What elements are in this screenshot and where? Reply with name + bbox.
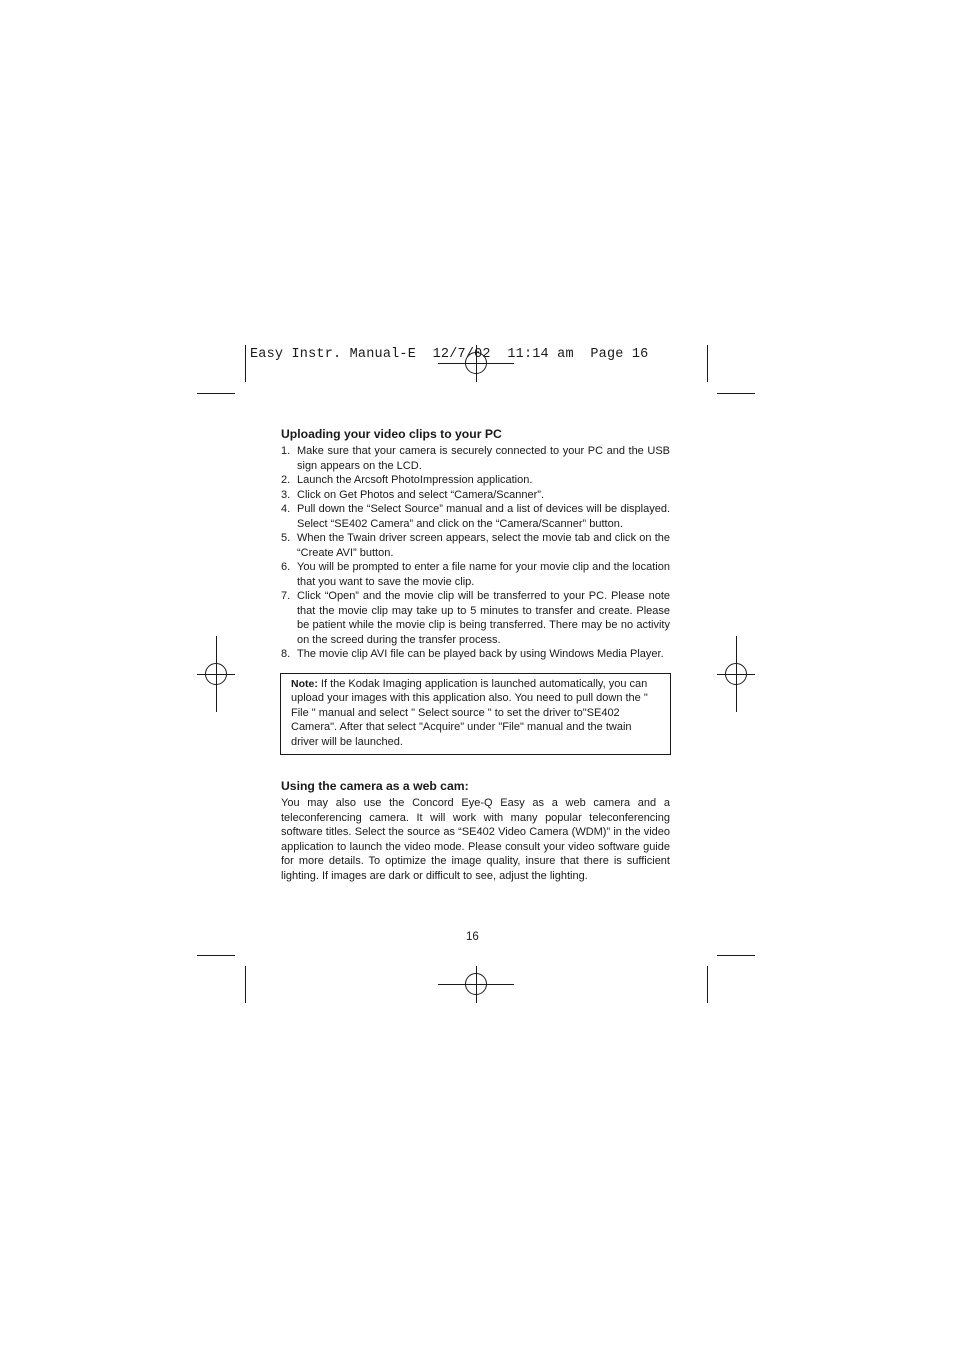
page-content bbox=[281, 426, 670, 883]
note-box bbox=[280, 673, 671, 756]
crop-mark bbox=[707, 966, 708, 1003]
section-title-webcam: Using the camera as a web cam: bbox=[281, 779, 469, 793]
list-item: 4. Pull down the “Select Source” manual and a list of devices will be displayed. Select “SE402 Camera” and click on the “Camera/Scanner” button. bbox=[281, 503, 670, 530]
section-title-upload: Uploading your video clips to your PC bbox=[281, 427, 502, 441]
list-item: 2. Launch the Arcsoft PhotoImpression application. bbox=[281, 474, 533, 486]
note-label: Note: bbox=[291, 677, 318, 690]
crop-mark bbox=[707, 345, 708, 382]
crop-mark bbox=[245, 345, 246, 382]
webcam-paragraph: You may also use the Concord Eye-Q Easy as a web camera and a teleconferencing camera. It will work with many popular teleconferencing software titles. Select the source as “SE402 Video Camera (WDM)” in the video application to launch the video mode. Please consult your video software guide for more details. To optimize the image quality, insure that there is sufficient lighting. If images are dark or difficult to see, adjust the lighting. bbox=[281, 797, 670, 882]
note-text: If the Kodak Imaging application is launched automatically, you can upload your images with this application also. You need to pull down the " File " manual and select " Select source " to set the driver to"SE402 Camera". After that select "Acquire" under "File" manual and the twain driver will be launched. bbox=[291, 677, 648, 748]
crop-mark bbox=[197, 393, 235, 394]
crop-mark bbox=[245, 966, 246, 1003]
list-item: 1. Make sure that your camera is securely connected to your PC and the USB sign appears on the LCD. bbox=[281, 445, 670, 472]
list-item: 7. Click “Open” and the movie clip will be transferred to your PC. Please note that the movie clip may take up to 5 minutes to transfer and create. Please be patient while the movie clip is being transferred. There may be no activity on the screed during the transfer process. bbox=[281, 590, 670, 646]
crop-mark bbox=[717, 393, 755, 394]
print-slug: Easy Instr. Manual-E 12/7/02 11:14 am Page 16 bbox=[250, 347, 649, 362]
upload-steps-list bbox=[281, 444, 670, 662]
list-item: 8. The movie clip AVI file can be played back by using Windows Media Player. bbox=[281, 648, 664, 660]
list-item: 6. You will be prompted to enter a file name for your movie clip and the location that you want to save the movie clip. bbox=[281, 561, 670, 588]
list-item: 5. When the Twain driver screen appears, select the movie tab and click on the “Create AVI” button. bbox=[281, 532, 670, 559]
page-number: 16 bbox=[466, 931, 479, 943]
crop-mark bbox=[717, 955, 755, 956]
crop-mark bbox=[197, 955, 235, 956]
list-item: 3. Click on Get Photos and select “Camera/Scanner”. bbox=[281, 488, 545, 501]
